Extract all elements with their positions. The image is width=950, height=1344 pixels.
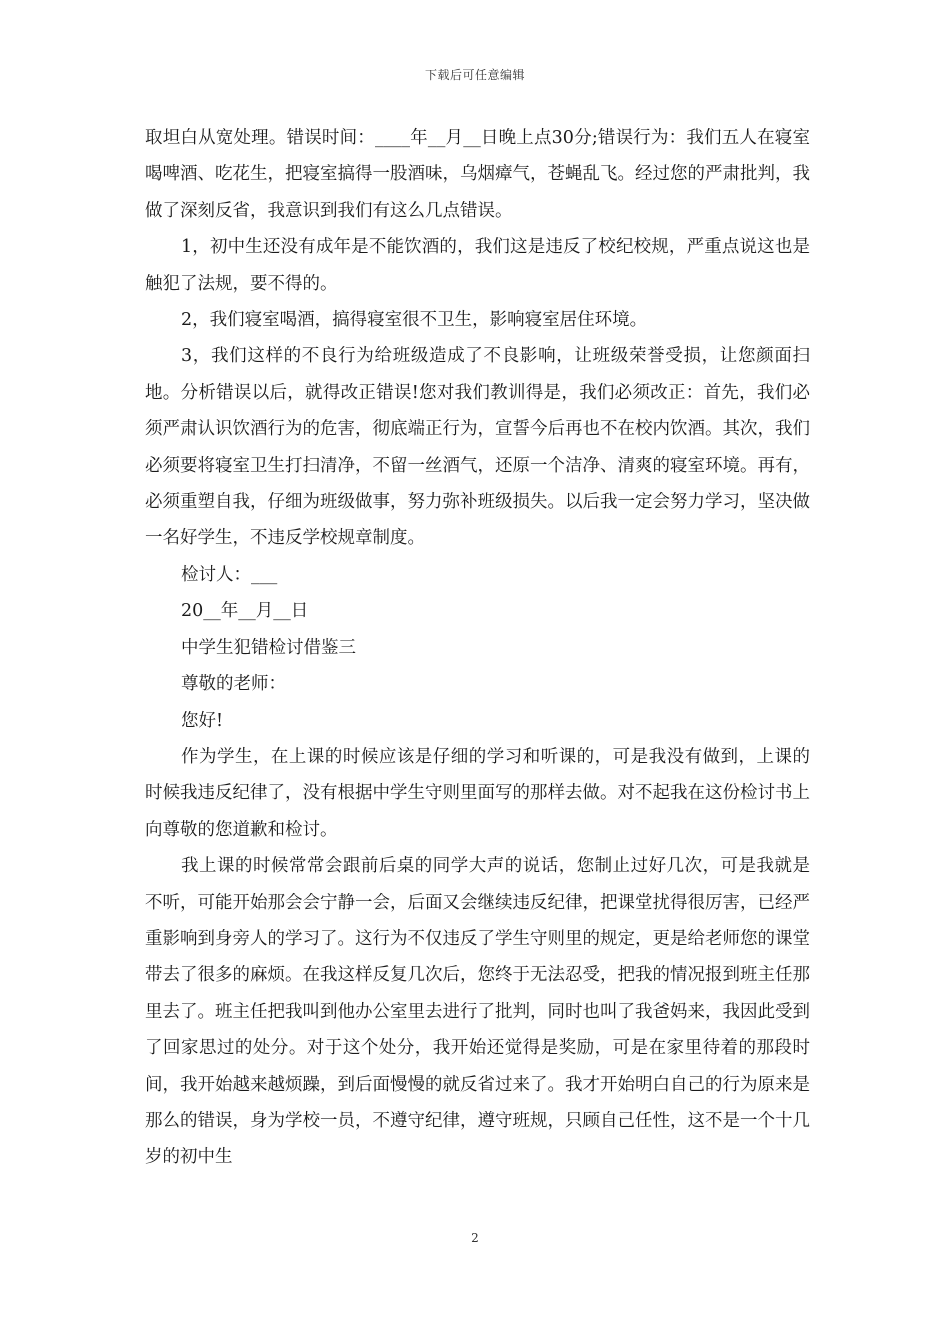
paragraph-6: 我上课的时候常常会跟前后桌的同学大声的说话，您制止过好几次，可是我就是不听，可能开始那会会宁静一会，后面又会继续违反纪律，把课堂扰得很厉害，已经严重影响到身旁人的学习了。这行为不仅违反了学生守则里的规定，更是给老师您的课堂带去了很多的麻烦。在我这样反复几次后，您终于无法忍受，把我的情况报到班主任那里去了。班主任把我叫到他办公室里去进行了批判，同时也叫了我爸妈来，我因此受到了回家思过的处分。对于这个处分，我开始还觉得是奖励，可是在家里待着的那段时间，我开始越来越烦躁，到后面慢慢的就反省过来了。我才开始明白自己的行为原来是那么的错误，身为学校一员，不遵守纪律，遵守班规，只顾自己任性，这不是一个十几岁的初中生	[145, 856, 810, 1168]
page-number: 2	[471, 1231, 479, 1245]
paragraph-3: 2，我们寝室喝酒，搞得寝室很不卫生，影响寝室居住环境。	[181, 310, 648, 331]
document-body	[145, 120, 810, 1176]
paragraph-4: 3，我们这样的不良行为给班级造成了不良影响，让班级荣誉受损，让您颜面扫地。分析错误以后，就得改正错误!您对我们教训得是，我们必须改正：首先，我们必须严肃认识饮酒行为的危害，彻底端正行为，宣誓今后再也不在校内饮酒。其次，我们必须要将寝室卫生打扫清净，不留一丝酒气，还原一个洁净、清爽的寝室环境。再有，必须重塑自我，仔细为班级做事，努力弥补班级损失。以后我一定会努力学习，坚决做一名好学生，不违反学校规章制度。	[145, 346, 810, 549]
page-header: 下载后可任意编辑	[424, 68, 525, 82]
paragraph-1: 取坦白从宽处理。错误时间：____年__月__日晚上点30分;错误行为：我们五人在寝室喝啤酒、吃花生，把寝室搞得一股酒味，乌烟瘴气，苍蝇乱飞。经过您的严肃批判，我做了深刻反省，我意识到我们有这么几点错误。	[145, 128, 810, 221]
section-title: 中学生犯错检讨借鉴三	[181, 637, 356, 658]
date-line: 20__年__月__日	[181, 601, 309, 622]
paragraph-2: 1，初中生还没有成年是不能饮酒的，我们这是违反了校纪校规，严重点说这也是触犯了法规，要不得的。	[145, 237, 810, 294]
signature-line: 检讨人：___	[181, 564, 278, 585]
paragraph-5: 作为学生，在上课的时候应该是仔细的学习和听课的，可是我没有做到，上课的时候我违反纪律了，没有根据中学生守则里面写的那样去做。对不起我在这份检讨书上向尊敬的您道歉和检讨。	[145, 746, 810, 840]
salutation: 尊敬的老师：	[181, 674, 286, 695]
greeting: 您好!	[181, 710, 224, 731]
